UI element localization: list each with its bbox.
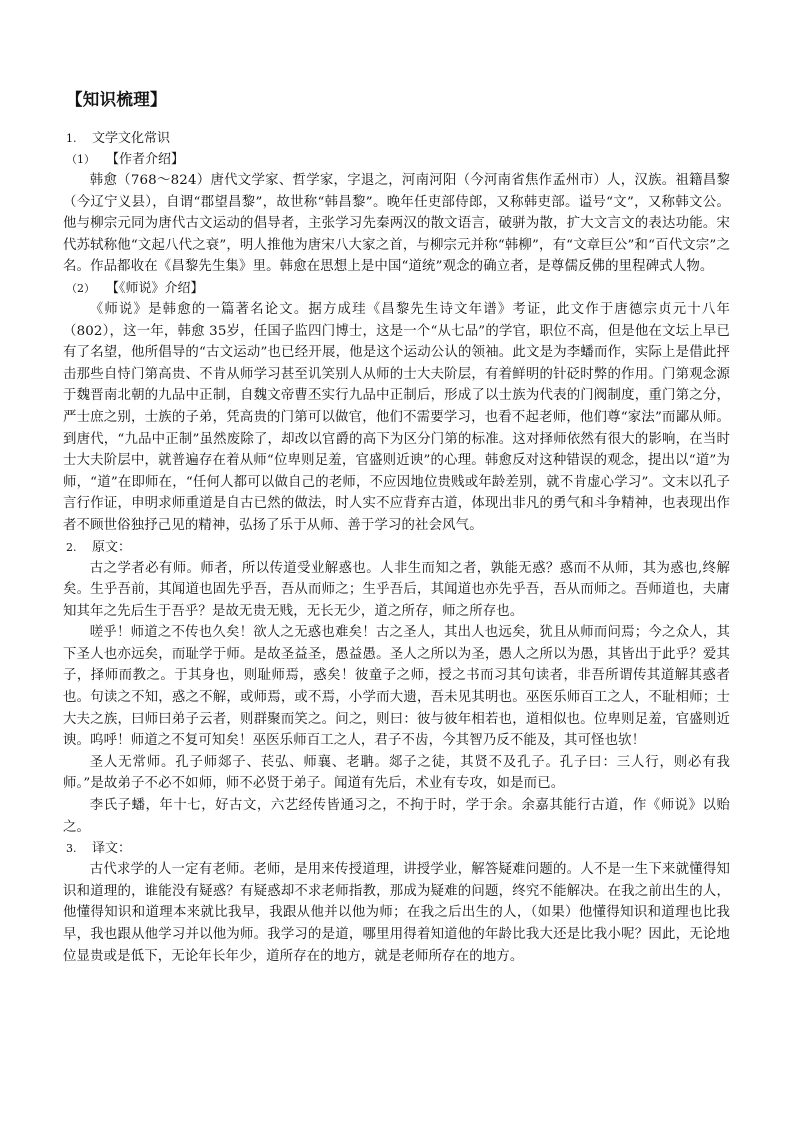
subheading-shishuo <box>66 278 730 299</box>
subheading-number: （1） <box>66 153 95 166</box>
heading-literary-culture <box>66 128 730 149</box>
original-paragraph: 圣人无常师。孔子师郯子、苌弘、师襄、老聃。郯子之徒，其贤不及孔子。孔子曰：三人行，则必有我师。”是故弟子不必不如师，师不必贤于弟子。闻道有先后，术业有专攻，如是而已。 <box>63 754 730 792</box>
original-paragraph: 古之学者必有师。师者，所以传道受业解惑也。人非生而知之者，孰能无惑？惑而不从师，其为惑也,终解矣。生乎吾前，其闻道也固先乎吾，吾从而师之；生乎吾后，其闻道也亦先乎吾，吾从而师之。吾师道也，夫庸知其年之先后生于吾乎？是故无贵无贱，无长无少，道之所存，师之所存也。 <box>63 560 730 619</box>
document-content <box>63 88 730 967</box>
shishuo-intro-paragraph: 《师说》是韩愈的一篇著名论文。据方成珪《昌黎先生诗文年谱》考证，此文作于唐德宗贞元十八年（802），这一年，韩愈 35岁，任国子监四门博士，这是一个“从七品”的学官，职位不高，但是他在文坛上早已有了名望，他所倡导的“古文运动”也已经开展，他是这个运动公认的领袖。此文是为李蟠而作，实际上是借此抨击那些自恃门第高贵、不肯从师学习甚至讥笑别人从师的士大夫阶层，有着鲜明的针砭时弊的作用。门第观念源于魏晋南北朝的九品中正制，自魏文帝曹丕实行九品中正制后，形成了以士族为代表的门阀制度，重门第之分，严士庶之别，士族的子弟，凭高贵的门第可以做官，他们不需要学习，也看不起老师，他们尊“家法”而鄙从师。到唐代，“九品中正制”虽然废除了，却改以官爵的高下为区分门第的标准。这对择师依然有很大的影响，在当时士大夫阶层中，就普遍存在着从师“位卑则足羞，官盛则近谀”的心理。韩愈反对这种错误的观念，提出以“道”为师，“道”在即师在，“任何人都可以做自己的老师，不应因地位贵贱或年龄差别，就不肯虚心学习”。文末以孔子言行作证，申明求师重道是自古已然的做法，时人实不应背弃古道，体现出非凡的勇气和斗争精神，也表现出作者不顾世俗独抒己见的精神，弘扬了乐于从师、善于学习的社会风气。 <box>63 301 730 533</box>
subheading-text: 【作者介绍】 <box>106 152 185 167</box>
translation-paragraph: 古代求学的人一定有老师。老师，是用来传授道理，讲授学业，解答疑难问题的。人不是一生下来就懂得知识和道理的，谁能没有疑惑？有疑惑却不求老师指教，那成为疑难的问题，终究不能解决。在我之前出生的人，他懂得知识和道理本来就比我早，我跟从他并以他为师；在我之后出生的人，（如果）他懂得知识和道理也比我早，我也跟从他学习并以他为师。我学习的是道，哪里用得着知道他的年龄比我大还是比我小呢？因此，无论地位显贵或是低下，无论年长年少，道所存在的地方，就是老师所存在的地方。 <box>63 862 730 964</box>
subheading-number: （2） <box>66 281 95 295</box>
heading-text: 译文： <box>92 841 132 857</box>
heading-translation <box>66 838 730 859</box>
subheading-text: 【《师说》介绍】 <box>106 280 204 296</box>
heading-number: 3. <box>66 842 77 856</box>
heading-number: 2. <box>66 540 77 554</box>
heading-original-text <box>66 537 730 558</box>
author-intro-paragraph: 韩愈（768～824）唐代文学家、哲学家，字退之，河南河阳（今河南省焦作孟州市）人，汉族。祖籍昌黎（今辽宁义县），自谓“郡望昌黎”，故世称“韩昌黎”。晚年任吏部侍郎，又称韩吏部。谥号“文”，又称韩文公。他与柳宗元同为唐代古文运动的倡导者，主张学习先秦两汉的散文语言，破骈为散，扩大文言文的表达功能。宋代苏轼称他“文起八代之衰”，明人推他为唐宋八大家之首，与柳宗元并称“韩柳”，有“文章巨公”和“百代文宗”之名。作品都收在《昌黎先生集》里。韩愈在思想上是中国“道统”观念的确立者，是尊儒反佛的里程碑式人物。 <box>63 173 730 275</box>
heading-text: 原文： <box>92 539 132 555</box>
original-paragraph: 李氏子蟠，年十七，好古文，六艺经传皆通习之，不拘于时，学于余。余嘉其能行古道，作《师说》以贻之。 <box>63 798 730 835</box>
original-paragraph: 嗟乎！师道之不传也久矣！欲人之无惑也难矣！古之圣人，其出人也远矣，犹且从师而问焉；今之众人，其下圣人也亦远矣，而耻学于师。是故圣益圣，愚益愚。圣人之所以为圣，愚人之所以为愚，其皆出于此乎？爱其子，择师而教之。于其身也，则耻师焉，惑矣！彼童子之师，授之书而习其句读者，非吾所谓传其道解其惑者也。句读之不知，惑之不解，或师焉，或不焉，小学而大遗，吾未见其明也。巫医乐师百工之人，不耻相师；士大夫之族，曰师曰弟子云者，则群聚而笑之。问之，则曰：彼与彼年相若也，道相似也。位卑则足羞，官盛则近谀。呜呼！师道之不复可知矣！巫医乐师百工之人，君子不齿，今其智乃反不能及，其可怪也欤！ <box>63 625 730 749</box>
subheading-author <box>66 149 730 170</box>
section-title: 【知识梳理】 <box>66 90 167 109</box>
heading-number: 1. <box>66 132 77 145</box>
heading-text: 文学文化常识 <box>92 131 171 146</box>
